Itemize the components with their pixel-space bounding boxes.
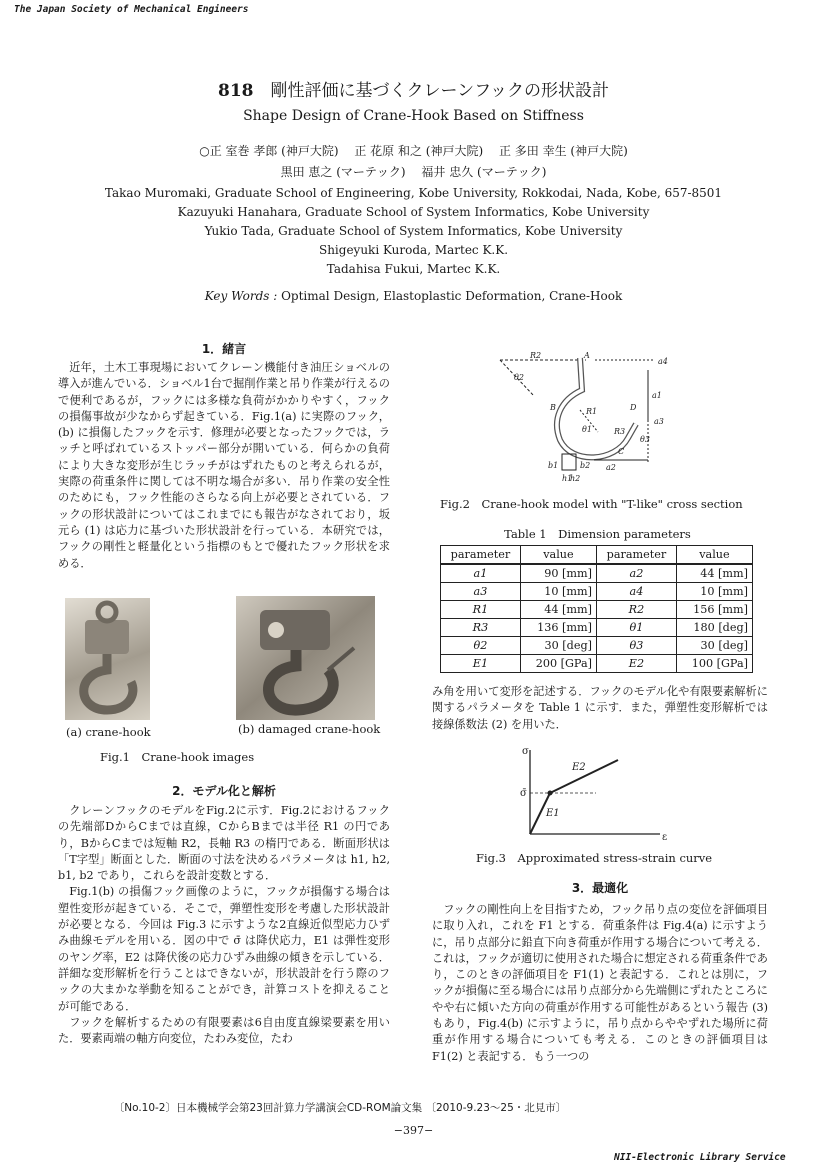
section2-heading: 2．モデル化と解析 [172, 784, 276, 798]
table-cell: θ3 [596, 637, 676, 655]
table1 [440, 545, 753, 673]
section3-paragraph: フックの剛性向上を目指すため，フック吊り点の変位を評価項目に取り入れ，これを F1 とする．荷重条件は Fig.4(a) に示すように，吊り点部分に鉛直下向き荷重が作用する場合について考える．これは，フックが適切に使用された場合に想定される荷重条件であり，このときの評価項目を F1(1) と表記する．これとは別に，フックが損傷に至る場合には吊り点部分から先端側にずれたところにやや右に傾いた方向の荷重が作用する可能性があるという報告 (3) もあり，Fig.4(b) に示すように，吊り点からややずれた場所に荷重が作用する場合についても考える．このときの評価項目は F1(2) と表記する．もう一つの [432, 903, 768, 1063]
table-cell: 10 [mm] [520, 583, 596, 601]
proceedings-footer: 〔No.10-2〕日本機械学会第23回計算力学講演会CD-ROM論文集 〔2010-9.23～25・北見市〕 [113, 1102, 567, 1114]
table-row [441, 637, 753, 655]
table-cell: 30 [deg] [520, 637, 596, 655]
author-en-4: Shigeyuki Kuroda, Martec K.K. [318, 243, 509, 257]
fig2-label-a4: a4 [658, 357, 668, 366]
crane-hook-photo [65, 598, 150, 720]
table-cell: a2 [596, 564, 676, 583]
table1-header-row [441, 546, 753, 565]
section2-body [58, 803, 390, 1063]
section1-paragraph: 近年，土木工事現場においてクレーン機能付き油圧ショベルの導入が進んでいる．ショベル1台で掘削作業と吊り作業が行えるので便利であるが，フックには多様な負荷がかかりやすく，フックの損傷事故が少なからず起きている．Fig.1(a) に実際のフック，(b) に損傷したフックを示す．修理が必要となったフックでは，ラッチと呼ばれているストッパー部分が開いている．何らかの負荷により大きな変形が生じラッチがはずれたものと考えられるが，実際の荷重条件に関しては不明な場合が多い．吊り作業の安全性のためにも，フック性能のさらなる向上が必要とされている．フックの形状設計についてはこれまでにも報告がなされており，坂元ら (1) は応力に基づいた形状設計を行っている．本研究では，フックの剛性と軽量化という指標のもとで優れたフック形状を求める． [58, 361, 390, 570]
fig2-label-h1: h1 [562, 474, 573, 483]
fig2-label-b: B [550, 403, 556, 412]
fig3-e1-label: E1 [546, 808, 560, 819]
page-number: −397− [393, 1124, 434, 1137]
author-en-3: Yukio Tada, Graduate School of System Informatics, Kobe University [204, 224, 623, 238]
table-cell: a4 [596, 583, 676, 601]
fig1-caption: Fig.1 Crane-hook images [100, 750, 255, 764]
fig2-label-a2: a2 [606, 463, 616, 472]
fig3-sigma-label: σ [522, 746, 529, 757]
table-cell: θ2 [441, 637, 521, 655]
section3-body [432, 902, 768, 1082]
table-cell: a3 [441, 583, 521, 601]
table1-header-cell: value [676, 546, 752, 565]
table-row [441, 601, 753, 619]
table-row [441, 619, 753, 637]
table-cell: 180 [deg] [676, 619, 752, 637]
fig2-label-r1: R1 [586, 407, 598, 416]
table-cell: θ1 [596, 619, 676, 637]
section1-body [58, 360, 390, 590]
paper-number: 818 [218, 81, 254, 101]
fig2-label-h2: h2 [570, 474, 581, 483]
section3-heading: 3．最適化 [571, 881, 629, 895]
fig1-label-b: (b) damaged crane-hook [238, 722, 381, 736]
keywords-text: Optimal Design, Elastoplastic Deformation, Crane-Hook [281, 289, 623, 303]
fig3-stress-strain-diagram [510, 740, 670, 840]
table-row [441, 655, 753, 673]
fig3-sigma-bar-label: σ̄ [520, 788, 527, 799]
title-jp-text: 剛性評価に基づくクレーンフックの形状設計 [270, 81, 609, 101]
authors-jp-line2: 黒田 恵之 (マーテック) 福井 忠久 (マーテック) [280, 165, 547, 179]
fig1-label-a: (a) crane-hook [66, 725, 151, 739]
table-cell: E1 [441, 655, 521, 673]
keywords-label: Key Words : [204, 289, 278, 303]
fig2-label-a3: a3 [654, 417, 664, 426]
fig2-caption: Fig.2 Crane-hook model with "T-like" cross section [440, 497, 743, 511]
fig2-label-theta1: θ1 [582, 425, 592, 434]
table-cell: R2 [596, 601, 676, 619]
table-cell: 44 [mm] [520, 601, 596, 619]
keywords [0, 289, 827, 303]
table-cell: E2 [596, 655, 676, 673]
fig2-label-theta3: θ3 [640, 435, 650, 444]
table-row [441, 583, 753, 601]
author-en-1: Takao Muromaki, Graduate School of Engineering, Kobe University, Rokkodai, Nada, Kobe, 657-8501 [104, 186, 723, 200]
table-cell: 200 [GPa] [520, 655, 596, 673]
fig2-label-a: A [584, 351, 590, 360]
author-en-2: Kazuyuki Hanahara, Graduate School of System Informatics, Kobe University [177, 205, 650, 219]
author-en-5: Tadahisa Fukui, Martec K.K. [326, 262, 501, 276]
paper-title-jp [0, 76, 827, 101]
nii-footer: NII-Electronic Library Service [614, 1152, 786, 1163]
fig2-label-theta2: θ2 [514, 373, 524, 382]
table-cell: R1 [441, 601, 521, 619]
table-cell: 100 [GPa] [676, 655, 752, 673]
table1-header-cell: parameter [441, 546, 521, 565]
table-cell: 156 [mm] [676, 601, 752, 619]
damaged-hook-photo [236, 596, 375, 720]
table1-header-cell: value [520, 546, 596, 565]
table-cell: a1 [441, 564, 521, 583]
fig2-label-b2: b2 [580, 461, 591, 470]
fig2-label-r3: R3 [614, 427, 626, 436]
damaged-hook-photo-drawing [236, 596, 375, 720]
table-cell: 90 [mm] [520, 564, 596, 583]
table-cell: R3 [441, 619, 521, 637]
fig3-e2-label: E2 [572, 762, 586, 773]
table-cell: 136 [mm] [520, 619, 596, 637]
fig3-caption: Fig.3 Approximated stress-strain curve [476, 851, 713, 865]
fig2-label-d: D [630, 403, 637, 412]
fig2-crane-hook-diagram [490, 350, 690, 485]
crane-hook-photo-drawing [65, 598, 150, 720]
fig2-label-c: C [618, 447, 625, 456]
fig2-label-b1: b1 [548, 461, 559, 470]
section2-paragraph-1: クレーンフックのモデルをFig.2に示す．Fig.2におけるフックの先端部DからCまでは直線，CからBまでは半径 R1 の円であり，BからCまでは短軸 R2，長軸 R3 の楕円である．断面形状は「T字型」断面とした．断面の寸法を決めるパラメータは h1, h2, b1, b2 であり，これらを設計変数とする． [58, 804, 390, 883]
section2-paragraph-2: Fig.1(b) の損傷フック画像のように，フックが損傷する場合は塑性変形が起きている．そこで，弾塑性変形を考慮した形状設計が必要となる．今回は Fig.3 に示すような2直線近似型応力ひずみ曲線モデルを用いる．図の中で σ̄ は降伏応力，E1 は弾性変形のヤング率，E2 は降伏後の応力ひずみ曲線の傾きを示している．詳細な変形解析を行うことはできないが，形状設計を行う際のフックの大まかな挙動を知ることができ，計算コストを抑えることが可能である． [58, 885, 390, 1013]
table-row [441, 564, 753, 583]
authors-jp-line1: ○正 室巻 孝郎 (神戸大院) 正 花原 和之 (神戸大院) 正 多田 幸生 (神戸大院) [199, 144, 628, 158]
right-paragraph: み角を用いて変形を記述する．フックのモデル化や有限要素解析に関するパラメータを Table 1 に示す．また，弾塑性変形解析では接線係数法 (2) を用いた． [432, 685, 768, 731]
paper-title-en: Shape Design of Crane-Hook Based on Stiffness [243, 108, 584, 124]
table-cell: 44 [mm] [676, 564, 752, 583]
fig3-epsilon-label: ε [662, 832, 668, 840]
section2-paragraph-3: フックを解析するための有限要素は6自由度直線梁要素を用いた．要素両端の軸方向変位，たわみ変位，たわ [58, 1015, 390, 1046]
table1-caption: Table 1 Dimension parameters [504, 527, 691, 541]
table1-header-cell: parameter [596, 546, 676, 565]
table-cell: 30 [deg] [676, 637, 752, 655]
section1-heading: 1．緒言 [201, 342, 247, 356]
fig2-label-r2: R2 [530, 351, 542, 360]
society-header: The Japan Society of Mechanical Engineers [14, 4, 249, 15]
table-cell: 10 [mm] [676, 583, 752, 601]
fig2-label-a1: a1 [652, 391, 662, 400]
